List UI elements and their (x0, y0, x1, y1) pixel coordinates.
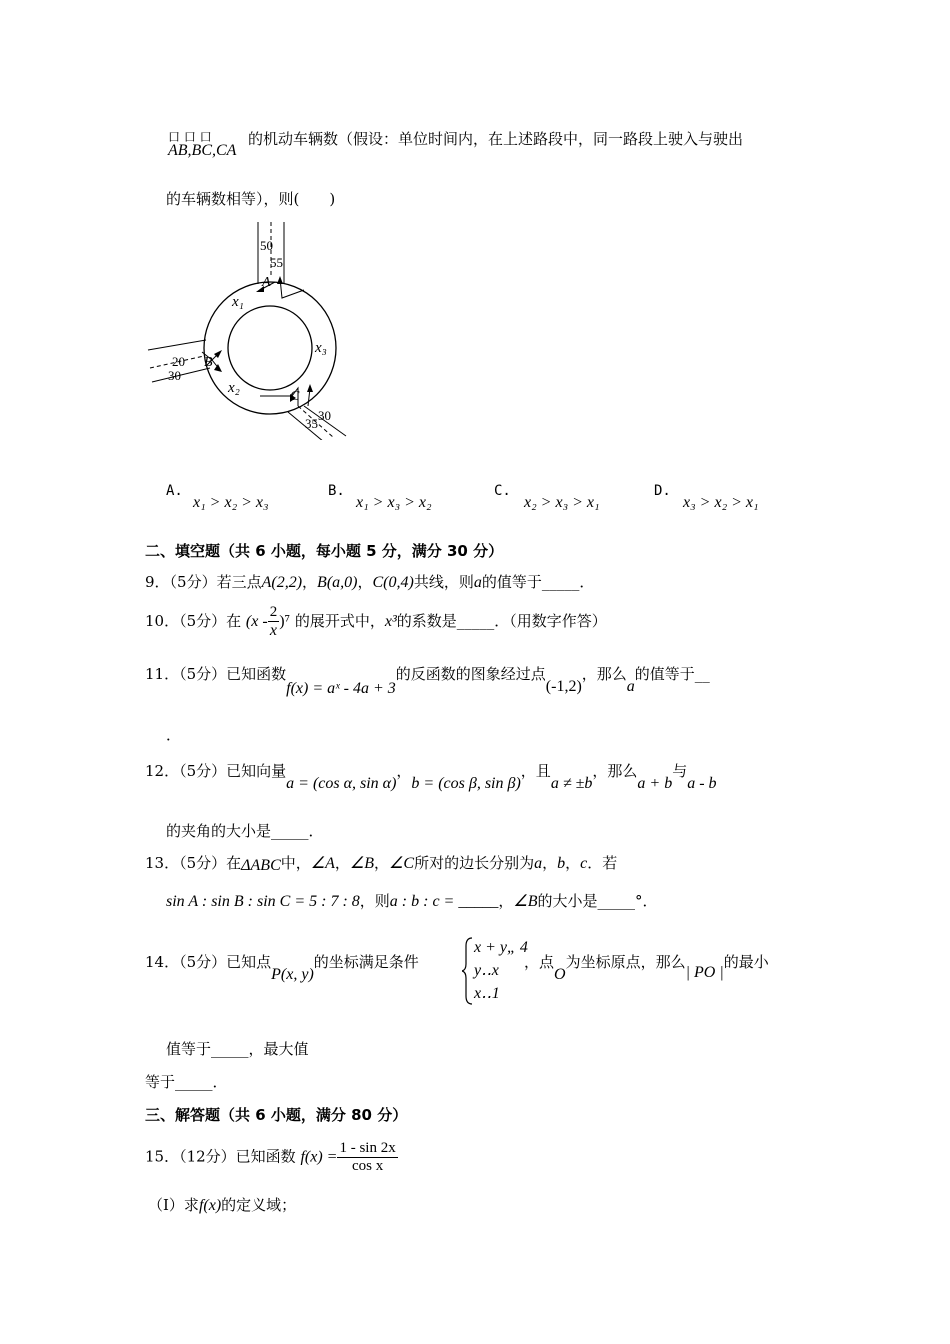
q13-comma: ， (542, 854, 558, 872)
section-3-heading: 三、解答题（共 6 小题，满分 80 分） (145, 1106, 408, 1124)
q14-text-2: ，点 (524, 953, 555, 971)
label-left-out: 30 (168, 368, 181, 383)
q11-number: 11．（5分）已知函数 (145, 665, 287, 683)
option-a-expr[interactable]: x₁ > x₂ > x₃ (193, 494, 269, 511)
question-14-line-1 (145, 951, 419, 983)
q13-comma: ， (565, 854, 581, 872)
question-10 (145, 604, 607, 640)
segment-labels: AB,BC,CA (168, 142, 237, 159)
question-13-line-2 (166, 890, 658, 911)
question-9 (145, 571, 594, 592)
q12-text: ，且 (520, 762, 551, 780)
q12-text-2: ，那么 (592, 762, 638, 780)
q12-tail: 的夹角的大小是_____． (166, 822, 324, 840)
q13-side-c: c (580, 855, 588, 872)
q14-system (474, 936, 528, 1005)
q10-fraction (268, 604, 280, 640)
q9-point-c: C(0,4) (372, 574, 414, 591)
q9-point-b: B(a,0) (317, 574, 358, 591)
q14-text-4: 的最小 (723, 953, 769, 971)
q12-sum: a + b (637, 775, 673, 792)
q13-side-b: b (557, 855, 566, 872)
option-c-expr[interactable]: x₂ > x₃ > x₁ (524, 494, 600, 511)
q14-brace (462, 936, 474, 1006)
q12-text-3: 与 (672, 762, 688, 780)
label-top-out: 55 (270, 255, 283, 270)
label-x3: x₃ (315, 340, 327, 356)
q13-text: 中， (280, 854, 311, 872)
q13-blank-2: 的大小是_____°． (537, 892, 658, 910)
q9-comma: ， (302, 573, 318, 591)
question-12 (145, 760, 717, 792)
q10-blank: 的系数是_____．（用数字作答） (396, 612, 607, 630)
q11-period: ． (166, 726, 182, 744)
option-c-letter[interactable]: C. (494, 483, 511, 499)
q14-distance: | PO | (685, 964, 724, 981)
q14-point-p: P(x, y) (271, 966, 314, 983)
q14-origin: O (554, 966, 566, 983)
q9-var-a: a (473, 574, 482, 591)
intro-line-2: 的车辆数相等），则( ) (166, 190, 336, 208)
q13-comma: ， (334, 854, 350, 872)
q15-frac-den: cos x (351, 1158, 384, 1174)
q12-number: 12．（5分）已知向量 (145, 762, 287, 780)
q13-side-a: a (534, 855, 543, 872)
question-14-line-1b (524, 951, 769, 983)
q9-comma: ， (357, 573, 373, 591)
option-d-expr[interactable]: x₃ > x₂ > x₁ (683, 494, 759, 511)
q12-vector-a: a = (cos α, sin α) (286, 775, 397, 792)
q10-frac-num: 2 (269, 604, 278, 620)
section-2-heading: 二、填空题（共 6 小题，每小题 5 分，满分 30 分） (145, 542, 504, 560)
question-11 (145, 663, 710, 697)
label-A: A (262, 275, 271, 290)
q13-comma: ， (374, 854, 390, 872)
label-C: C (290, 389, 300, 404)
q9-point-a: A(2,2) (261, 574, 303, 591)
placeholder-boxes: 口 口 口 (168, 130, 212, 144)
traffic-roundabout-diagram (140, 220, 360, 440)
q13-text-4: ，则 (359, 892, 390, 910)
q13-angle-b-2: ∠B (513, 893, 538, 910)
question-15-part-1 (148, 1194, 296, 1215)
label-bottom-in: 30 (318, 408, 331, 423)
q10-frac-den: x (269, 622, 277, 639)
q15-1-text-2: 的定义域； (221, 1196, 297, 1214)
label-top-in: 50 (260, 238, 273, 253)
q12-vector-b: b = (cos β, sin β) (411, 775, 521, 792)
q12-diff: a - b (687, 775, 717, 792)
option-b-expr[interactable]: x₁ > x₃ > x₂ (356, 494, 432, 511)
q14-number: 14．（5分）已知点 (145, 953, 272, 971)
q12-condition: a ≠ ±b (550, 775, 593, 792)
q10-number: 10．（5分）在 (145, 612, 242, 630)
q13-comma: ， (498, 892, 514, 910)
q10-x3: x³ (384, 613, 397, 630)
q12-comma: ， (396, 762, 412, 780)
q11-var-a: a (626, 678, 635, 695)
q10-text: 的展开式中， (294, 612, 385, 630)
label-left-in: 20 (172, 354, 185, 369)
question-15 (145, 1140, 398, 1175)
q11-text: 的反函数的图象经过点 (395, 665, 546, 683)
q10-expr-pre: (x - (245, 613, 268, 630)
q9-text: 共线，则 (413, 573, 474, 591)
q13-text-2: 所对的边长分别为 (414, 854, 535, 872)
q11-blank: 的值等于__ (634, 665, 710, 683)
option-a-letter[interactable]: A. (166, 483, 183, 499)
q13-angle-c: ∠C (389, 855, 415, 872)
q14-cond-3: x‥1 (474, 985, 500, 1002)
q15-function: f(x) = (300, 1148, 338, 1166)
option-b-letter[interactable]: B. (328, 483, 345, 499)
q13-abc-blank: a : b : c = _____ (389, 893, 499, 910)
q10-expr-post: )⁷ (279, 613, 291, 630)
q9-blank: 的值等于_____． (481, 573, 595, 591)
label-x2: x₂ (228, 380, 240, 396)
q9-number: 9．（5分）若三点 (145, 573, 262, 591)
q13-sine-ratio: sin A : sin B : sin C = 5 : 7 : 8 (166, 893, 360, 910)
q15-1-function: f(x) (198, 1197, 222, 1214)
q14-text: 的坐标满足条件 (313, 953, 419, 971)
q11-point: (-1,2) (545, 678, 582, 695)
label-bottom-out: 35 (305, 416, 318, 431)
question-13-line-1 (145, 852, 617, 873)
q15-fraction (337, 1140, 397, 1175)
q14-cond-1: x + y„ 4 (474, 939, 528, 956)
label-x1: x₁ (232, 294, 244, 310)
q13-number: 13．（5分）在 (145, 854, 242, 872)
q15-frac-num: 1 - sin 2x (339, 1140, 396, 1156)
q15-1-text: （Ⅰ）求 (148, 1196, 199, 1214)
q13-text-3: ．若 (587, 854, 618, 872)
q13-angle-b: ∠B (349, 855, 375, 872)
q14-text-3: 为坐标原点，那么 (565, 953, 686, 971)
q15-number: 15．（12分）已知函数 (145, 1147, 296, 1166)
label-B: B (204, 355, 213, 370)
q14-max-blank: 等于_____． (145, 1073, 228, 1091)
q13-triangle: ΔABC (241, 857, 281, 874)
q11-function: f(x) = aˣ - 4a + 3 (286, 680, 396, 697)
intro-line-1: 的机动车辆数（假设：单位时间内，在上述路段中，同一路段上驶入与驶出 (248, 130, 744, 148)
q14-min-blank: 值等于_____，最大值 (166, 1040, 309, 1058)
q13-angle-a: ∠A (310, 855, 335, 872)
q14-cond-2: y‥x (474, 962, 499, 979)
option-d-letter[interactable]: D. (654, 483, 671, 499)
q11-text-2: ，那么 (581, 665, 627, 683)
